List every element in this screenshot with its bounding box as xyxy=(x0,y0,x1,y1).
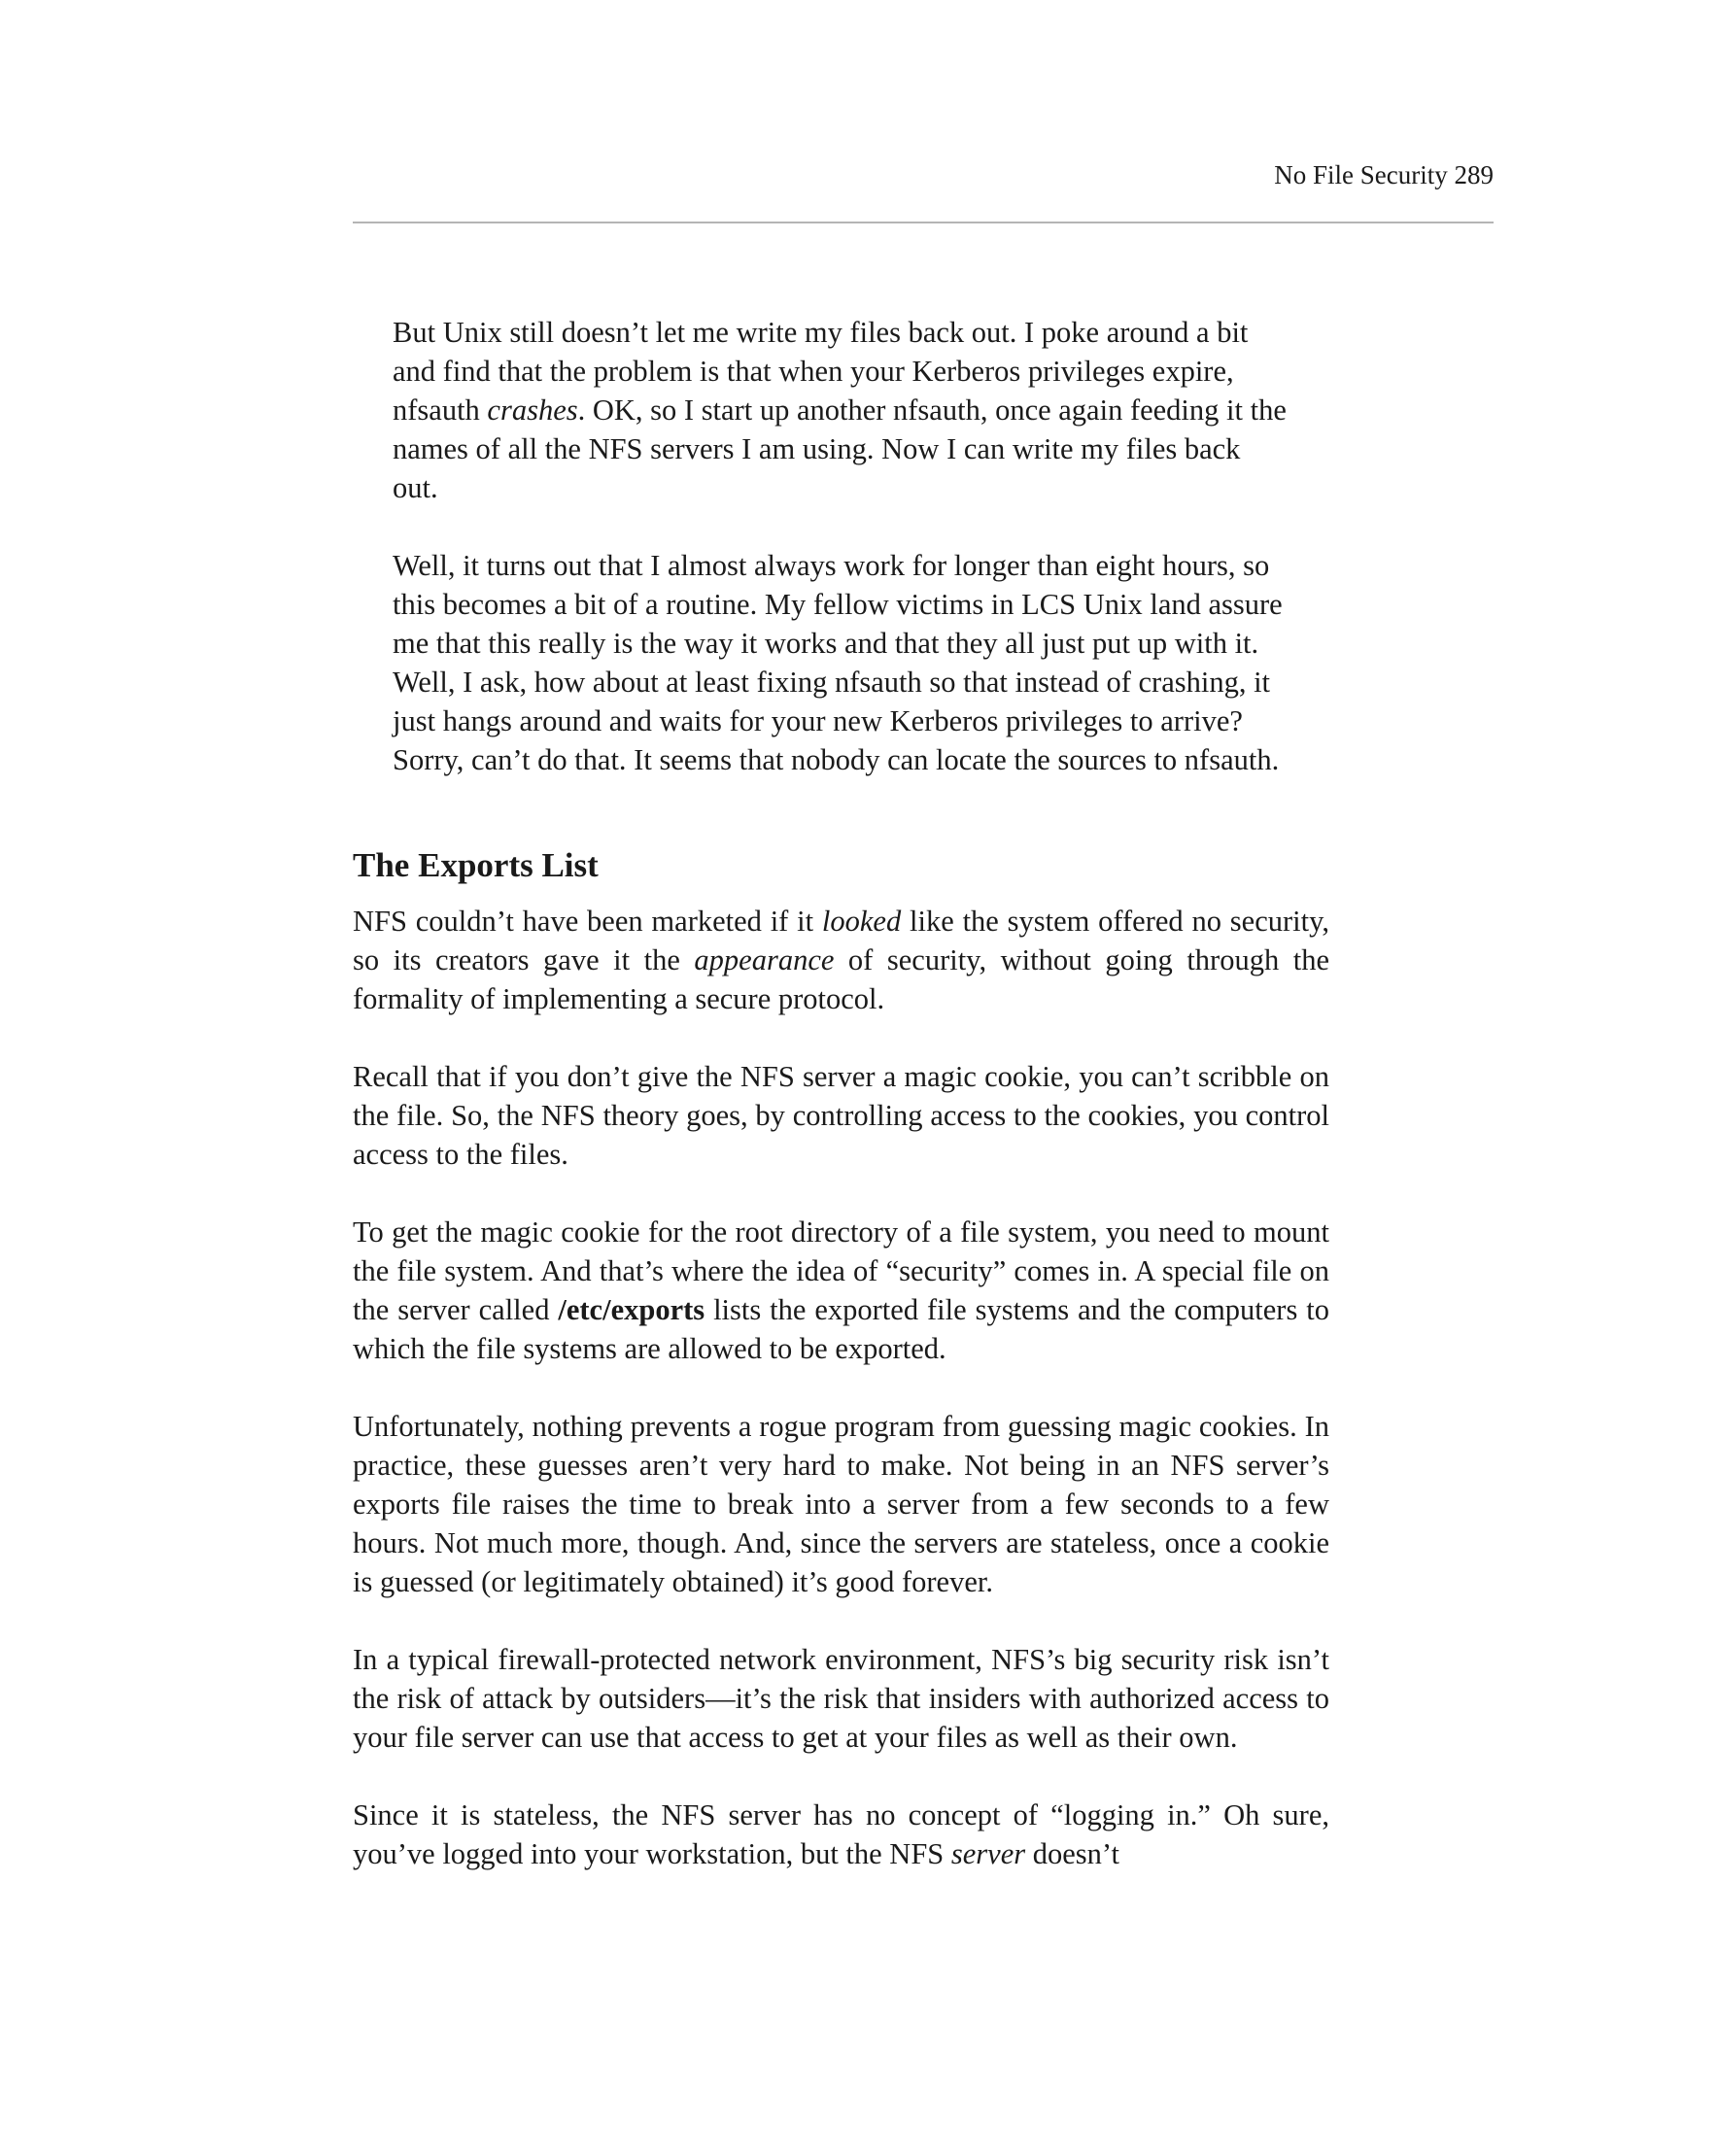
body-paragraph-3 xyxy=(353,1213,1329,1368)
body-paragraph-4: Unfortunately, nothing prevents a rogue program from guessing magic cookies. In practice, these guesses aren’t very hard to make. Not being in an NFS server’s exports file raises the time to break into a server from a few seconds to a few hours. Not much more, though. And, since the servers are stateless, once a cookie is guessed (or legitimately obtained) it’s good forever. xyxy=(353,1410,1329,1598)
body-paragraph-6 xyxy=(353,1796,1329,1873)
text-run: doesn’t xyxy=(1025,1837,1119,1870)
body-paragraph-5: In a typical firewall-protected network environment, NFS’s big security risk isn’t the risk of attack by outsiders—it’s the risk that insiders with authorized access to your file server can use that access to get at your files as well as their own. xyxy=(353,1643,1329,1754)
emphasis: server xyxy=(950,1837,1026,1870)
text-run: But Unix still doesn’t let me write my files back out. I poke around a bit and find that the problem is that when your Kerberos privileges expire, nfsauth xyxy=(393,316,1249,427)
text-run: Since it is stateless, the NFS server has no concept of “logging in.” Oh sure, you’ve logged into your workstation, but the NFS xyxy=(353,1798,1329,1870)
text-run: of security, without going through the formality of implementing a secure protocol. xyxy=(353,943,1329,1015)
page-body xyxy=(353,313,1329,1873)
text-run: NFS couldn’t have been marketed if it xyxy=(353,905,822,938)
extract-paragraph-2: Well, it turns out that I almost always work for longer than eight hours, so this becomes a bit of a routine. My fellow victims in LCS Unix land assure me that this really is the way it works and that they all just put up with it. Well, I ask, how about at least fixing nfsauth so that instead of crashing, it just hangs around and waits for your new Kerberos privileges to arrive? Sorry, can’t do that. It seems that nobody can locate the sources to nfsauth. xyxy=(393,549,1283,776)
emphasis: crashes xyxy=(487,394,578,427)
text-run: lists the exported file systems and the computers to which the file systems are allowed to be exported. xyxy=(353,1293,1329,1365)
text-run: . OK, so I start up another nfsauth, once again feeding it the names of all the NFS servers I am using. Now I can write my files back out. xyxy=(393,394,1287,504)
emphasis: looked xyxy=(821,905,902,938)
extract-paragraph-1 xyxy=(393,313,1287,507)
file-path: /etc/exports xyxy=(558,1293,705,1326)
text-run: like the system offered no security, so its creators gave it the xyxy=(353,905,1329,976)
text-run: To get the magic cookie for the root directory of a file system, you need to mount the file system. And that’s where the idea of “security” comes in. A special file on the server called xyxy=(353,1215,1329,1326)
header-rule xyxy=(353,222,1494,223)
quoted-extract xyxy=(393,313,1287,779)
running-head: No File Security 289 xyxy=(1274,160,1494,189)
body-paragraph-2: Recall that if you don’t give the NFS server a magic cookie, you can’t scribble on the file. So, the NFS theory goes, by controlling access to the cookies, you control access to the files. xyxy=(353,1060,1329,1171)
body-paragraph-1 xyxy=(353,902,1329,1018)
emphasis: appearance xyxy=(694,943,835,976)
section-heading: The Exports List xyxy=(353,846,599,884)
